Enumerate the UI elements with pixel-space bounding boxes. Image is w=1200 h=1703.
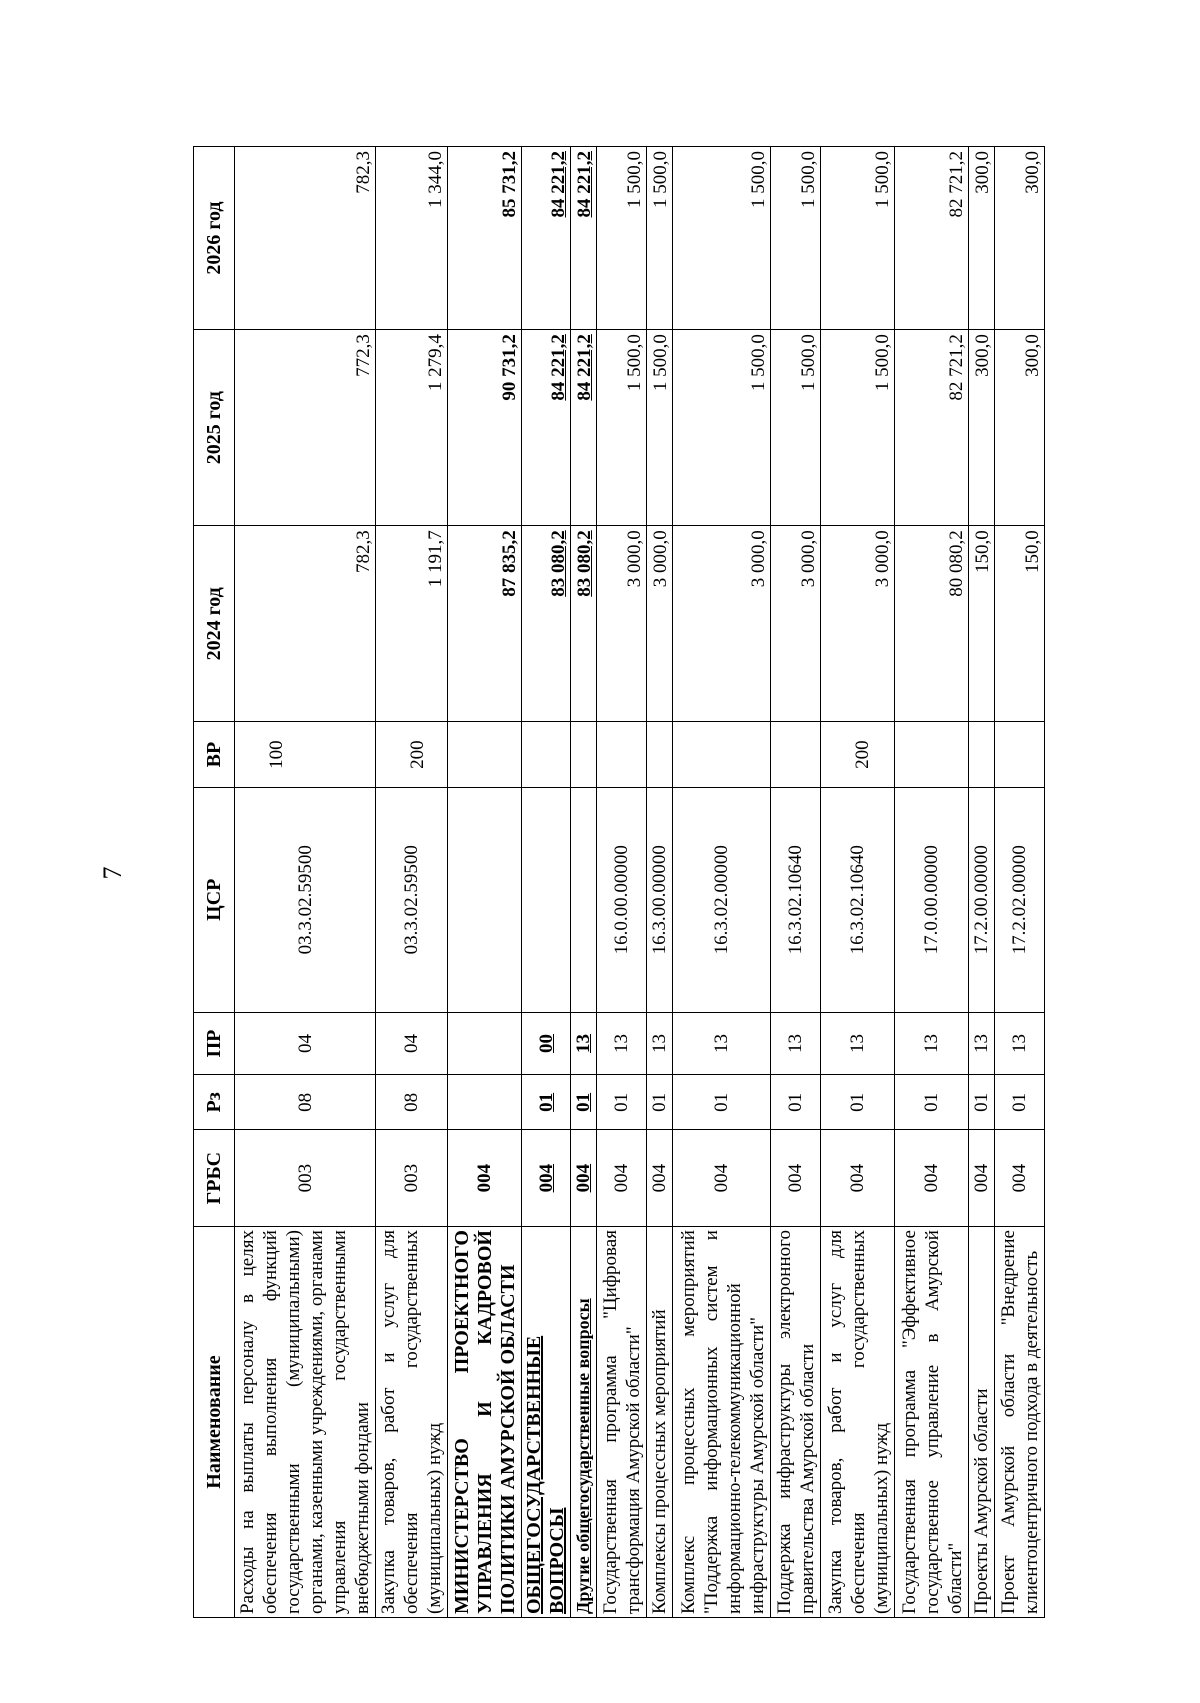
row-vr xyxy=(448,722,522,787)
row-2025: 1 500,0 xyxy=(771,330,821,526)
row-2024: 3 000,0 xyxy=(771,526,821,722)
row-pr: 13 xyxy=(771,1012,821,1075)
row-2025: 90 731,2 xyxy=(448,330,522,526)
row-2024-text: 83 080,2 xyxy=(574,530,595,597)
row-rz: 01 xyxy=(673,1075,771,1130)
row-2024: 87 835,2 xyxy=(448,526,522,722)
row-rz: 01 xyxy=(969,1075,995,1130)
row-csr: 03.3.02.59500 xyxy=(376,787,448,1012)
row-vr xyxy=(597,722,647,787)
header-name: Наименование xyxy=(194,1227,235,1618)
row-grbs: 004 xyxy=(448,1130,522,1227)
row-rz xyxy=(571,1075,597,1130)
table-row xyxy=(448,147,522,1618)
row-name: Закупка товаров, работ и услуг для обеспечения государственных (муниципальных) нужд xyxy=(821,1227,895,1618)
row-name: Комплексы процессных мероприятий xyxy=(647,1227,673,1618)
row-rz-text: 01 xyxy=(573,1092,594,1112)
row-2025: 1 500,0 xyxy=(597,330,647,526)
row-2025: 1 500,0 xyxy=(647,330,673,526)
header-2024: 2024 год xyxy=(194,526,235,722)
row-pr: 13 xyxy=(821,1012,895,1075)
row-2025: 1 500,0 xyxy=(821,330,895,526)
row-2024: 150,0 xyxy=(969,526,995,722)
row-pr: 13 xyxy=(995,1012,1045,1075)
budget-table-rotated xyxy=(193,146,1093,1618)
row-2024: 1 191,7 xyxy=(376,526,448,722)
row-vr: 200 xyxy=(376,722,448,787)
row-pr: 04 xyxy=(235,1012,376,1075)
row-2025: 82 721,2 xyxy=(895,330,969,526)
table-row xyxy=(597,147,647,1618)
table-row xyxy=(969,147,995,1618)
row-2026 xyxy=(522,147,571,330)
row-name: Государственная программа "Эффективное государственное управление в Амурской области" xyxy=(895,1227,969,1618)
row-vr xyxy=(895,722,969,787)
row-2025: 772,3 xyxy=(235,330,376,526)
row-vr xyxy=(673,722,771,787)
header-csr: ЦСР xyxy=(194,787,235,1012)
row-2024: 782,3 xyxy=(235,526,376,722)
row-rz: 01 xyxy=(597,1075,647,1130)
table-row xyxy=(995,147,1045,1618)
row-pr: 13 xyxy=(673,1012,771,1075)
row-pr: 13 xyxy=(969,1012,995,1075)
row-2025 xyxy=(571,330,597,526)
row-grbs: 004 xyxy=(821,1130,895,1227)
row-rz: 01 xyxy=(995,1075,1045,1130)
row-csr: 16.3.00.00000 xyxy=(647,787,673,1012)
header-grbs: ГРБС xyxy=(194,1130,235,1227)
row-2026: 300,0 xyxy=(969,147,995,330)
page-number: 7 xyxy=(98,866,127,880)
row-csr: 03.3.02.59500 xyxy=(235,787,376,1012)
header-2026: 2026 год xyxy=(194,147,235,330)
row-2024: 80 080,2 xyxy=(895,526,969,722)
row-vr xyxy=(522,722,571,787)
row-vr: 200 xyxy=(821,722,895,787)
row-grbs-text: 004 xyxy=(535,1163,557,1193)
table-row xyxy=(771,147,821,1618)
row-2025: 1 279,4 xyxy=(376,330,448,526)
row-2025: 300,0 xyxy=(969,330,995,526)
row-name: МИНИСТЕРСТВО ПРОЕКТНОГО УПРАВЛЕНИЯ И КАДРОВОЙ ПОЛИТИКИ АМУРСКОЙ ОБЛАСТИ xyxy=(448,1227,522,1618)
row-csr: 16.3.02.10640 xyxy=(821,787,895,1012)
row-2024: 3 000,0 xyxy=(821,526,895,722)
row-pr: 13 xyxy=(895,1012,969,1075)
row-pr: 13 xyxy=(597,1012,647,1075)
row-2026: 1 344,0 xyxy=(376,147,448,330)
row-vr xyxy=(995,722,1045,787)
row-name xyxy=(571,1227,597,1618)
row-csr: 16.3.02.00000 xyxy=(673,787,771,1012)
row-grbs: 003 xyxy=(376,1130,448,1227)
row-2026: 85 731,2 xyxy=(448,147,522,330)
row-2024: 150,0 xyxy=(995,526,1045,722)
row-grbs: 004 xyxy=(597,1130,647,1227)
row-2026: 1 500,0 xyxy=(673,147,771,330)
table-row xyxy=(895,147,969,1618)
table-row xyxy=(821,147,895,1618)
row-pr: 13 xyxy=(647,1012,673,1075)
budget-table xyxy=(193,146,1045,1618)
row-vr xyxy=(771,722,821,787)
row-rz: 01 xyxy=(895,1075,969,1130)
row-2026: 1 500,0 xyxy=(771,147,821,330)
table-row xyxy=(235,147,376,1618)
table-row xyxy=(647,147,673,1618)
row-2026-text: 84 221,2 xyxy=(574,151,595,218)
row-rz: 08 xyxy=(376,1075,448,1130)
row-name: Государственная программа "Цифровая трансформация Амурской области" xyxy=(597,1227,647,1618)
row-vr xyxy=(647,722,673,787)
row-pr-text: 00 xyxy=(535,1034,557,1054)
header-vr: ВР xyxy=(194,722,235,787)
row-2025-text: 84 221,2 xyxy=(548,334,569,401)
row-2026: 1 500,0 xyxy=(821,147,895,330)
row-2025: 1 500,0 xyxy=(673,330,771,526)
row-csr xyxy=(522,787,571,1012)
row-2024 xyxy=(522,526,571,722)
table-row xyxy=(673,147,771,1618)
row-2025-text: 84 221,2 xyxy=(574,334,595,401)
row-name: Поддержка инфраструктуры электронного правительства Амурской области xyxy=(771,1227,821,1618)
row-2024: 3 000,0 xyxy=(673,526,771,722)
row-name: Закупка товаров, работ и услуг для обеспечения государственных (муниципальных) нужд xyxy=(376,1227,448,1618)
row-vr: 100 xyxy=(235,722,376,787)
row-2026: 1 500,0 xyxy=(647,147,673,330)
table-row xyxy=(522,147,571,1618)
header-pr: ПР xyxy=(194,1012,235,1075)
row-2025: 300,0 xyxy=(995,330,1045,526)
row-2024-text: 83 080,2 xyxy=(548,530,569,597)
row-pr xyxy=(571,1012,597,1075)
row-csr: 17.2.00.00000 xyxy=(969,787,995,1012)
row-vr xyxy=(969,722,995,787)
row-name: Проекты Амурской области xyxy=(969,1227,995,1618)
row-grbs: 004 xyxy=(771,1130,821,1227)
row-2026: 82 721,2 xyxy=(895,147,969,330)
row-csr: 16.3.02.10640 xyxy=(771,787,821,1012)
header-rz: Рз xyxy=(194,1075,235,1130)
header-2025: 2025 год xyxy=(194,330,235,526)
row-2024: 3 000,0 xyxy=(647,526,673,722)
row-2026 xyxy=(571,147,597,330)
row-pr xyxy=(522,1012,571,1075)
row-grbs: 004 xyxy=(969,1130,995,1227)
row-rz-text: 01 xyxy=(535,1092,557,1112)
row-rz: 01 xyxy=(821,1075,895,1130)
row-2024 xyxy=(571,526,597,722)
row-csr: 17.2.02.00000 xyxy=(995,787,1045,1012)
row-grbs: 004 xyxy=(647,1130,673,1227)
table-row xyxy=(376,147,448,1618)
row-pr: 04 xyxy=(376,1012,448,1075)
row-2026: 300,0 xyxy=(995,147,1045,330)
row-2025 xyxy=(522,330,571,526)
row-name xyxy=(522,1227,571,1618)
row-csr: 16.0.00.00000 xyxy=(597,787,647,1012)
row-grbs: 004 xyxy=(995,1130,1045,1227)
row-csr: 17.0.00.00000 xyxy=(895,787,969,1012)
row-rz: 08 xyxy=(235,1075,376,1130)
row-csr xyxy=(448,787,522,1012)
row-pr-text: 13 xyxy=(573,1034,594,1054)
table-row xyxy=(571,147,597,1618)
row-rz xyxy=(522,1075,571,1130)
row-grbs-text: 004 xyxy=(573,1163,594,1193)
row-name: Расходы на выплаты персоналу в целях обеспечения выполнения функций государственными (муниципальными) органами, казенными учреждениями, органами управления государственными внебюджетными фондами xyxy=(235,1227,376,1618)
row-grbs: 004 xyxy=(895,1130,969,1227)
row-grbs: 004 xyxy=(673,1130,771,1227)
table-header-row xyxy=(194,147,235,1618)
row-2026-text: 84 221,2 xyxy=(548,151,569,218)
row-grbs xyxy=(522,1130,571,1227)
row-csr xyxy=(571,787,597,1012)
row-rz: 01 xyxy=(771,1075,821,1130)
row-2024: 3 000,0 xyxy=(597,526,647,722)
row-vr xyxy=(571,722,597,787)
row-grbs: 003 xyxy=(235,1130,376,1227)
row-rz xyxy=(448,1075,522,1130)
row-name-text: ОБЩЕГОСУДАРСТВЕННЫЕ ВОПРОСЫ xyxy=(523,1335,568,1614)
row-name-text: Другие общегосударственные вопросы xyxy=(573,1298,593,1614)
row-grbs xyxy=(571,1130,597,1227)
row-rz: 01 xyxy=(647,1075,673,1130)
row-name: Комплекс процессных мероприятий "Поддержка информационных систем и информационно-телекоммуникационной инфраструктуры Амурской области" xyxy=(673,1227,771,1618)
row-2026: 782,3 xyxy=(235,147,376,330)
row-2026: 1 500,0 xyxy=(597,147,647,330)
row-name: Проект Амурской области "Внедрение клиентоцентричного подхода в деятельность xyxy=(995,1227,1045,1618)
row-pr xyxy=(448,1012,522,1075)
